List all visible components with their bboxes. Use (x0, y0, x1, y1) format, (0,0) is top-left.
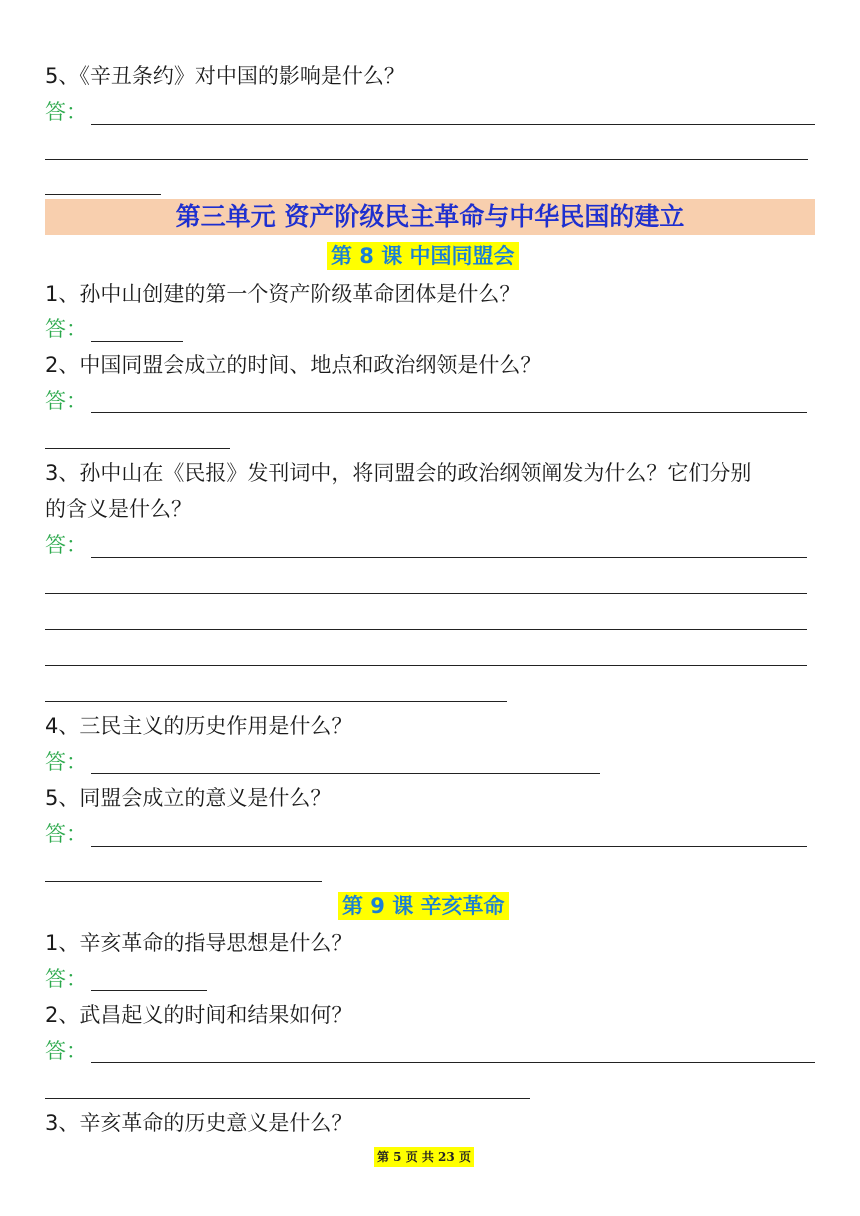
lesson-9-title: 第 9 课 辛亥革命 (338, 892, 509, 920)
answer-line (91, 124, 815, 125)
answer-label: 答： (45, 750, 87, 774)
lesson8-question-1: 1、孙中山创建的第一个资产阶级革命团体是什么？ (45, 282, 521, 306)
answer-line (91, 557, 807, 558)
lesson8-question-2: 2、中国同盟会成立的时间、地点和政治纲领是什么？ (45, 353, 542, 377)
answer-line (45, 701, 507, 702)
lesson9-question-2: 2、武昌起义的时间和结果如何？ (45, 1003, 353, 1027)
answer-line (91, 773, 600, 774)
page-number-footer: 第 5 页 共 23 页 (374, 1147, 474, 1167)
lesson8-question-3-line1: 3、孙中山在《民报》发刊词中，将同盟会的政治纲领阐发为什么？它们分别 (45, 461, 752, 485)
question-5-xinchou-treaty: 5、《辛丑条约》对中国的影响是什么？ (45, 64, 405, 88)
answer-line (91, 846, 807, 847)
answer-line (45, 1098, 530, 1099)
lesson-8-title: 第 8 课 中国同盟会 (327, 242, 519, 270)
answer-line (91, 412, 807, 413)
answer-line (45, 194, 161, 195)
answer-label: 答： (45, 822, 87, 846)
answer-line (45, 593, 807, 594)
answer-line (91, 990, 207, 991)
answer-label: 答： (45, 967, 87, 991)
answer-label: 答： (45, 389, 87, 413)
lesson9-question-1: 1、辛亥革命的指导思想是什么？ (45, 931, 353, 955)
answer-line (45, 629, 807, 630)
lesson9-question-3: 3、辛亥革命的历史意义是什么？ (45, 1111, 353, 1135)
lesson8-question-4: 4、三民主义的历史作用是什么？ (45, 714, 353, 738)
answer-label: 答： (45, 100, 87, 124)
answer-line (45, 665, 807, 666)
answer-line (45, 881, 322, 882)
answer-line (45, 159, 808, 160)
answer-line (45, 448, 230, 449)
answer-label: 答： (45, 317, 87, 341)
lesson8-question-5: 5、同盟会成立的意义是什么？ (45, 786, 332, 810)
answer-label: 答： (45, 1039, 87, 1063)
lesson8-question-3-line2: 的含义是什么？ (45, 497, 192, 521)
answer-line (91, 341, 183, 342)
answer-line (91, 1062, 815, 1063)
answer-label: 答： (45, 533, 87, 557)
unit-3-title: 第三单元 资产阶级民主革命与中华民国的建立 (175, 202, 685, 231)
